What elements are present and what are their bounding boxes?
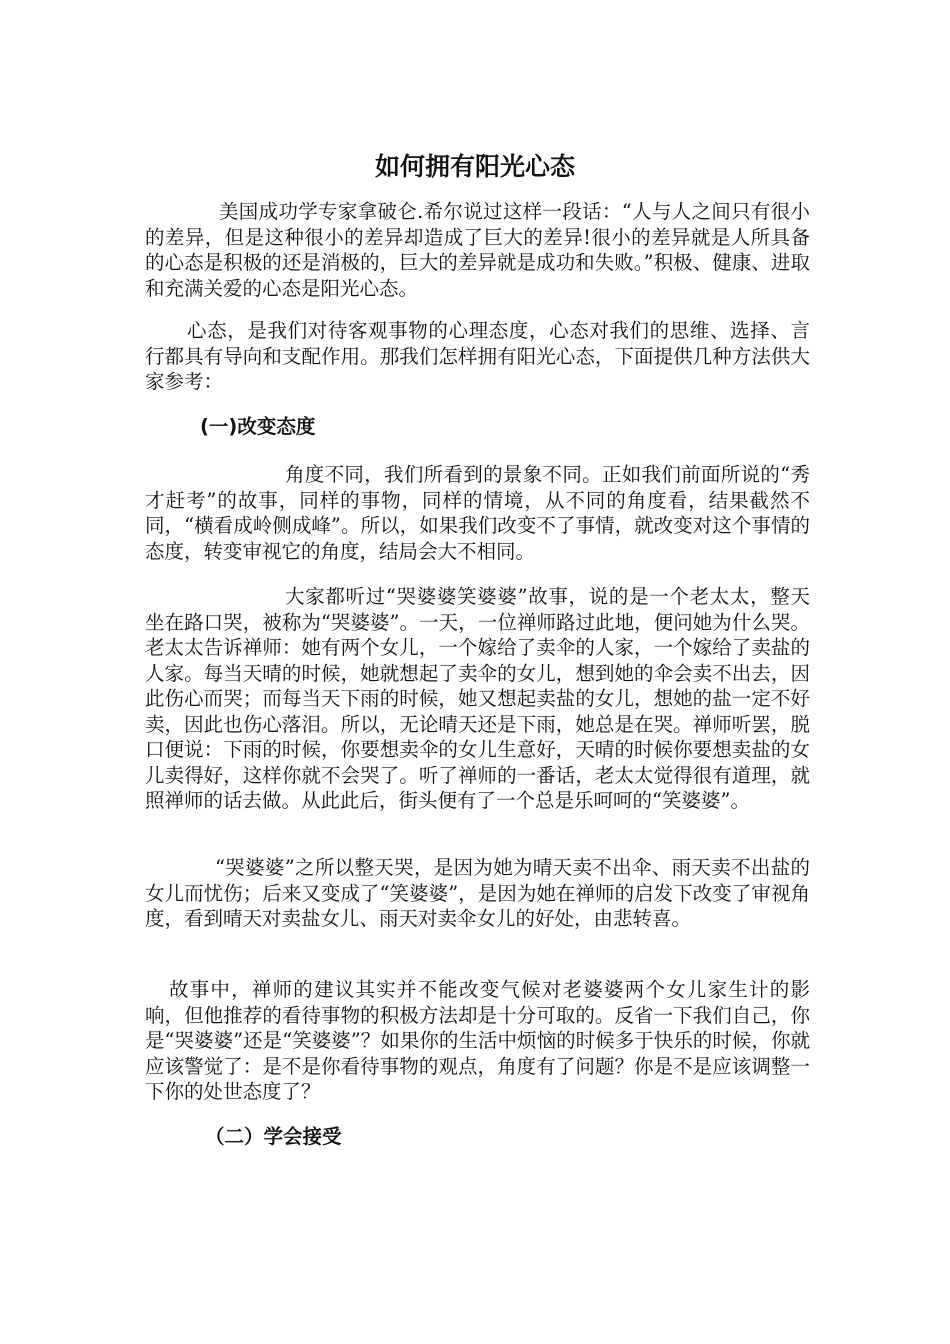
paragraph-different-angles: 角度不同，我们所看到的景象不同。正如我们前面所说的“秀才赶考”的故事，同样的事物，同样的情境，从不同的角度看，结果截然不同，“横看成岭侧成峰”。所以，如果我们改变不了事情，就改变对这个事情的态度，转变审视它的角度，结局会大不相同。 [145, 463, 810, 563]
section-heading-learn-acceptance: （二）学会接受 [205, 1125, 342, 1148]
paragraph-crying-grandma-story: 大家都听过“哭婆婆笑婆婆”故事，说的是一个老太太，整天坐在路口哭，被称为“哭婆婆”。一天，一位禅师路过此地，便问她为什么哭。老太太告诉禅师：她有两个女儿，一个嫁给了卖伞的人家，一个嫁给了卖盐的人家。每当天晴的时候，她就想起了卖伞的女儿，想到她的伞会卖不出去，因此伤心而哭；而每当天下雨的时候，她又想起卖盐的女儿，想她的盐一定不好卖，因此也伤心落泪。所以，无论晴天还是下雨，她总是在哭。禅师听罢，脱口便说：下雨的时候，你要想卖伞的女儿生意好，天晴的时候你要想卖盐的女儿卖得好，这样你就不会哭了。听了禅师的一番话，老太太觉得很有道理，就照禅师的话去做。从此此后，街头便有了一个总是乐呵呵的“笑婆婆”。 [145, 585, 810, 812]
document-title: 如何拥有阳光心态 [374, 151, 575, 181]
paragraph-story-analysis: “哭婆婆”之所以整天哭，是因为她为晴天卖不出伞、雨天卖不出盐的女儿而忧伤；后来又变成了“笑婆婆”，是因为她在禅师的启发下改变了审视角度，看到晴天对卖盐女儿、雨天对卖伞女儿的好处，由悲转喜。 [145, 856, 810, 930]
section-heading-change-attitude: (一)改变态度 [200, 415, 316, 438]
paragraph-intro-quote: 美国成功学专家拿破仑.希尔说过这样一段话：“人与人之间只有很小的差异，但是这种很小的差异却造成了巨大的差异!很小的差异就是人所具备的心态是积极的还是消极的，巨大的差异就是成功和失败。”积极、健康、进取和充满关爱的心态是阳光心态。 [145, 200, 810, 300]
paragraph-self-reflection: 故事中，禅师的建议其实并不能改变气候对老婆婆两个女儿家生计的影响，但他推荐的看待事物的积极方法却是十分可取的。反省一下我们自己，你是“哭婆婆”还是“笑婆婆”？如果你的生活中烦恼的时候多于快乐的时候，你就应该警觉了：是不是你看待事物的观点，角度有了问题？你是不是应该调整一下你的处世态度了？ [145, 978, 810, 1103]
paragraph-mindset-definition: 心态，是我们对待客观事物的心理态度，心态对我们的思维、选择、言行都具有导向和支配作用。那我们怎样拥有阳光心态，下面提供几种方法供大家参考： [145, 319, 810, 393]
